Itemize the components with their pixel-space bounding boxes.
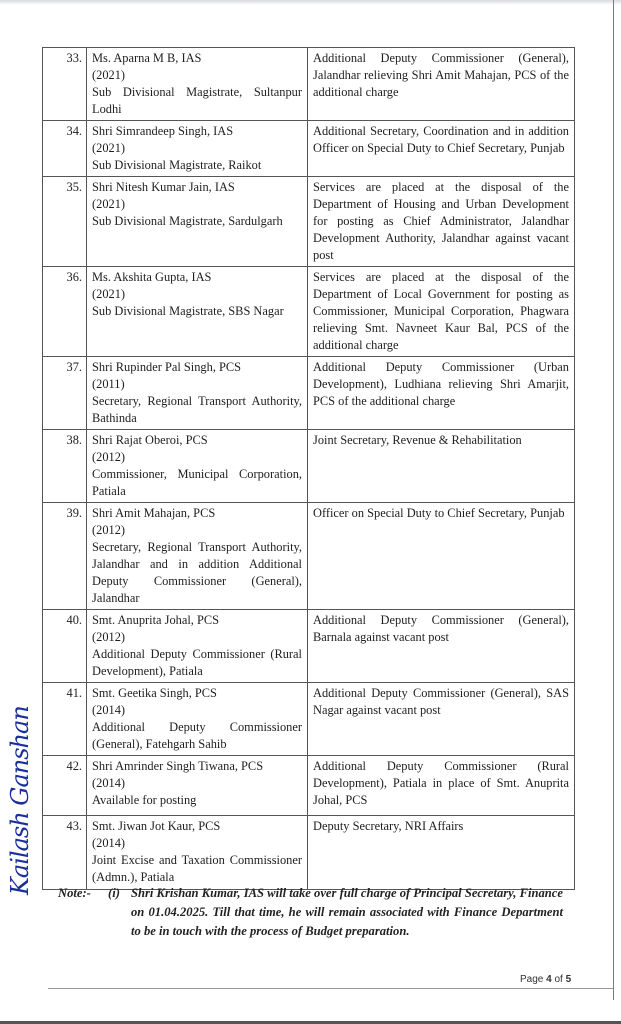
new-posting-cell: Additional Secretary, Coordination and in addition Officer on Special Duty to Chief Secretary, Punjab (308, 121, 575, 177)
officer-cell (87, 503, 308, 610)
officer-current-post: Sub Divisional Magistrate, Sardulgarh (92, 214, 283, 228)
officer-name: Shri Rajat Oberoi, PCS (92, 433, 208, 447)
table-row (43, 177, 575, 267)
officer-current-post: Sub Divisional Magistrate, Raikot (92, 158, 262, 172)
officer-batch: (2021) (92, 141, 126, 155)
officer-name: Ms. Akshita Gupta, IAS (92, 270, 212, 284)
officer-cell (87, 177, 308, 267)
officer-name: Shri Amit Mahajan, PCS (92, 506, 216, 520)
officer-batch: (2012) (92, 523, 126, 537)
serial-number: 33. (43, 48, 87, 121)
officer-name: Smt. Anuprita Johal, PCS (92, 613, 220, 627)
handwritten-signature: Kailash Ganshan (6, 706, 34, 895)
page-total: 5 (565, 974, 572, 985)
officer-current-post: Secretary, Regional Transport Authority, Bathinda (92, 394, 302, 425)
officer-cell (87, 121, 308, 177)
serial-number: 37. (43, 357, 87, 430)
officer-cell (87, 683, 308, 756)
table-row (43, 430, 575, 503)
page-number (520, 974, 571, 985)
officer-current-post: Sub Divisional Magistrate, SBS Nagar (92, 304, 284, 318)
serial-number: 42. (43, 756, 87, 816)
table-row (43, 503, 575, 610)
officer-cell (87, 756, 308, 816)
officer-cell (87, 610, 308, 683)
officer-batch: (2011) (92, 377, 125, 391)
officer-current-post: Additional Deputy Commissioner (General), Fatehgarh Sahib (92, 720, 302, 751)
serial-number: 35. (43, 177, 87, 267)
officer-current-post: Commissioner, Municipal Corporation, Patiala (92, 467, 302, 498)
table-row (43, 357, 575, 430)
serial-number: 39. (43, 503, 87, 610)
table-row (43, 121, 575, 177)
note-number: (i) (108, 886, 120, 900)
scan-top-edge (0, 0, 621, 5)
officer-batch: (2014) (92, 703, 126, 717)
officer-name: Smt. Jiwan Jot Kaur, PCS (92, 819, 221, 833)
officer-current-post: Secretary, Regional Transport Authority, Jalandhar and in addition Additional Deputy Commissioner (General), Jalandhar (92, 540, 302, 605)
table-row (43, 267, 575, 357)
serial-number: 38. (43, 430, 87, 503)
footer-rule (48, 988, 613, 989)
officer-name: Smt. Geetika Singh, PCS (92, 686, 217, 700)
officer-batch: (2012) (92, 630, 126, 644)
officer-name: Shri Amrinder Singh Tiwana, PCS (92, 759, 264, 773)
officer-current-post: Available for posting (92, 793, 197, 807)
scan-right-edge (613, 0, 614, 1000)
officer-batch: (2014) (92, 836, 126, 850)
table-row (43, 683, 575, 756)
page-of: of (551, 974, 566, 985)
new-posting-cell: Additional Deputy Commissioner (Urban Development), Ludhiana relieving Shri Amarjit, PCS of the additional charge (308, 357, 575, 430)
officer-name: Shri Rupinder Pal Singh, PCS (92, 360, 242, 374)
new-posting-cell: Officer on Special Duty to Chief Secretary, Punjab (308, 503, 575, 610)
serial-number: 41. (43, 683, 87, 756)
serial-number: 36. (43, 267, 87, 357)
officer-current-post: Joint Excise and Taxation Commissioner (Admn.), Patiala (92, 853, 302, 884)
officer-cell (87, 357, 308, 430)
officer-batch: (2021) (92, 197, 126, 211)
officer-name: Shri Nitesh Kumar Jain, IAS (92, 180, 235, 194)
transfer-orders-table (42, 47, 575, 890)
serial-number: 40. (43, 610, 87, 683)
table-row (43, 816, 575, 890)
officer-current-post: Sub Divisional Magistrate, Sultanpur Lodhi (92, 85, 302, 116)
officer-batch: (2014) (92, 776, 126, 790)
officer-name: Ms. Aparna M B, IAS (92, 51, 202, 65)
new-posting-cell: Services are placed at the disposal of the Department of Housing and Urban Development for posting as Chief Administrator, Jalandhar Development Authority, Jalandhar against vacant post (308, 177, 575, 267)
table-row (43, 610, 575, 683)
officer-cell (87, 267, 308, 357)
note-label: Note:- (58, 886, 91, 900)
officer-current-post: Additional Deputy Commissioner (Rural Development), Patiala (92, 647, 302, 678)
page-prefix: Page (520, 974, 547, 985)
serial-number: 43. (43, 816, 87, 890)
table-row (43, 48, 575, 121)
new-posting-cell: Additional Deputy Commissioner (General), Barnala against vacant post (308, 610, 575, 683)
new-posting-cell: Deputy Secretary, NRI Affairs (308, 816, 575, 890)
officer-batch: (2012) (92, 450, 126, 464)
note-text: Shri Krishan Kumar, IAS will take over full charge of Principal Secretary, Finance on 01.04.2025. Till that time, he will remain associated with Finance Department to be in touch with the process of Budget preparation. (131, 886, 563, 938)
officer-batch: (2021) (92, 287, 126, 301)
table-row (43, 756, 575, 816)
serial-number: 34. (43, 121, 87, 177)
officer-batch: (2021) (92, 68, 126, 82)
new-posting-cell: Additional Deputy Commissioner (General), Jalandhar relieving Shri Amit Mahajan, PCS of the additional charge (308, 48, 575, 121)
officer-cell (87, 430, 308, 503)
new-posting-cell: Additional Deputy Commissioner (Rural Development), Patiala in place of Smt. Anuprita Johal, PCS (308, 756, 575, 816)
new-posting-cell: Additional Deputy Commissioner (General), SAS Nagar against vacant post (308, 683, 575, 756)
officer-name: Shri Simrandeep Singh, IAS (92, 124, 234, 138)
officer-cell (87, 816, 308, 890)
officer-cell (87, 48, 308, 121)
new-posting-cell: Services are placed at the disposal of the Department of Local Government for posting as Commissioner, Municipal Corporation, Phagwara relieving Smt. Navneet Kaur Bal, PCS of the additional charge (308, 267, 575, 357)
page-current: 4 (546, 974, 552, 985)
new-posting-cell: Joint Secretary, Revenue & Rehabilitation (308, 430, 575, 503)
